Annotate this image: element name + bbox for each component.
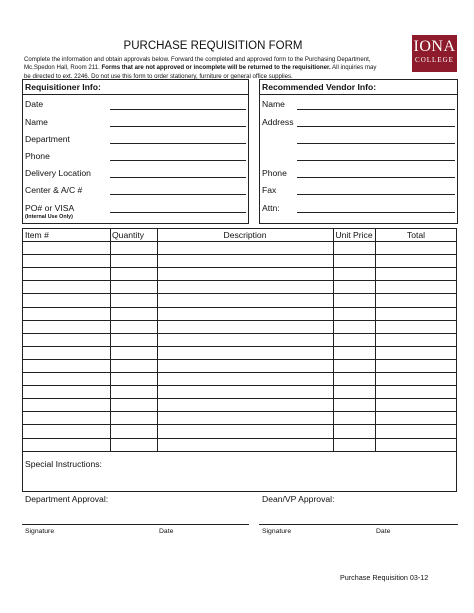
department-field[interactable]: [110, 143, 246, 144]
vendor-attn-field[interactable]: [297, 212, 455, 213]
vendor-fax-label: Fax: [262, 185, 277, 195]
delivery-location-label: Delivery Location: [25, 168, 91, 178]
date-label: Date: [25, 99, 44, 109]
table-row[interactable]: [22, 320, 457, 333]
po-visa-label: PO# or VISA: [25, 203, 75, 213]
vendor-address-field-1[interactable]: [297, 126, 455, 127]
table-row[interactable]: [22, 411, 457, 424]
table-row[interactable]: [22, 293, 457, 306]
table-row[interactable]: [22, 241, 457, 254]
table-row[interactable]: [22, 307, 457, 320]
form-title: PURCHASE REQUISITION FORM: [123, 40, 303, 52]
vendor-attn-label: Attn:: [262, 203, 280, 213]
column-header-quantity: Quantity: [112, 230, 145, 240]
vendor-info-box: [259, 79, 458, 224]
table-row[interactable]: [22, 359, 457, 372]
table-row[interactable]: [22, 346, 457, 359]
dean-vp-date-caption: Date: [376, 528, 391, 535]
vendor-name-field[interactable]: [297, 109, 455, 110]
vendor-phone-field[interactable]: [297, 177, 455, 178]
instructions-line-2: [24, 64, 408, 72]
column-header-description: Description: [223, 230, 267, 240]
table-row[interactable]: [22, 280, 457, 293]
table-row[interactable]: [22, 424, 457, 437]
logo-text-bottom: COLLEGE: [415, 56, 454, 64]
dean-vp-signature-caption: Signature: [262, 528, 292, 535]
name-label: Name: [25, 117, 48, 127]
po-visa-field[interactable]: [110, 212, 246, 213]
department-date-caption: Date: [159, 528, 174, 535]
table-row[interactable]: [22, 372, 457, 385]
vendor-phone-label: Phone: [262, 168, 287, 178]
table-row[interactable]: [22, 333, 457, 346]
name-field[interactable]: [110, 126, 246, 127]
table-row[interactable]: [22, 385, 457, 398]
vendor-address-field-3[interactable]: [297, 160, 455, 161]
vendor-address-label: Address: [262, 117, 294, 127]
dean-vp-signature-line[interactable]: [259, 524, 458, 525]
form-version-footer: Purchase Requisition 03-12: [340, 573, 429, 582]
special-instructions-field[interactable]: [22, 470, 457, 490]
logo-text-top: IONA: [413, 38, 456, 55]
vendor-fax-field[interactable]: [297, 194, 455, 195]
instructions-line-3: be directed to ext. 2246. Do not use this form to order stationery, furniture or general office supplies.: [24, 72, 293, 80]
table-row[interactable]: [22, 398, 457, 411]
table-row-rule: [22, 451, 457, 452]
instructions-room: Mc.Spedon Hall, Room 211.: [24, 64, 102, 72]
phone-field[interactable]: [110, 160, 246, 161]
special-instructions-label: Special Instructions:: [25, 459, 102, 469]
instructions-warning: Forms that are not approved or incomplete will be returned to the requisitioner.: [101, 64, 331, 72]
instructions-paragraph: [24, 56, 408, 81]
table-row[interactable]: [22, 254, 457, 267]
dean-vp-approval-label: Dean/VP Approval:: [262, 494, 335, 504]
instructions-inquiries: All inquiries may: [330, 64, 377, 72]
date-field[interactable]: [110, 109, 246, 110]
department-approval-label: Department Approval:: [25, 494, 109, 504]
vendor-heading: Recommended Vendor Info:: [262, 82, 377, 92]
center-account-field[interactable]: [110, 194, 246, 195]
department-signature-caption: Signature: [25, 528, 55, 535]
internal-use-note: (Internal Use Only): [25, 214, 73, 220]
vendor-name-label: Name: [262, 99, 285, 109]
table-row[interactable]: [22, 267, 457, 280]
delivery-location-field[interactable]: [110, 177, 246, 178]
column-header-unit-price: Unit Price: [335, 230, 373, 240]
department-label: Department: [25, 134, 70, 144]
department-signature-line[interactable]: [22, 524, 249, 525]
column-header-total: Total: [406, 230, 426, 240]
requisitioner-heading: Requisitioner Info:: [25, 82, 101, 92]
iona-college-logo: [412, 35, 457, 72]
column-header-item-number: Item #: [25, 230, 49, 240]
phone-label: Phone: [25, 151, 50, 161]
vendor-heading-rule: [259, 94, 458, 95]
table-row[interactable]: [22, 438, 457, 451]
instructions-line-1: Complete the information and obtain approvals below. Forward the completed and approved form to the Purchasing Department,: [24, 56, 371, 63]
requisitioner-heading-rule: [22, 94, 249, 95]
center-account-label: Center & A/C #: [25, 185, 83, 195]
vendor-address-field-2[interactable]: [297, 143, 455, 144]
